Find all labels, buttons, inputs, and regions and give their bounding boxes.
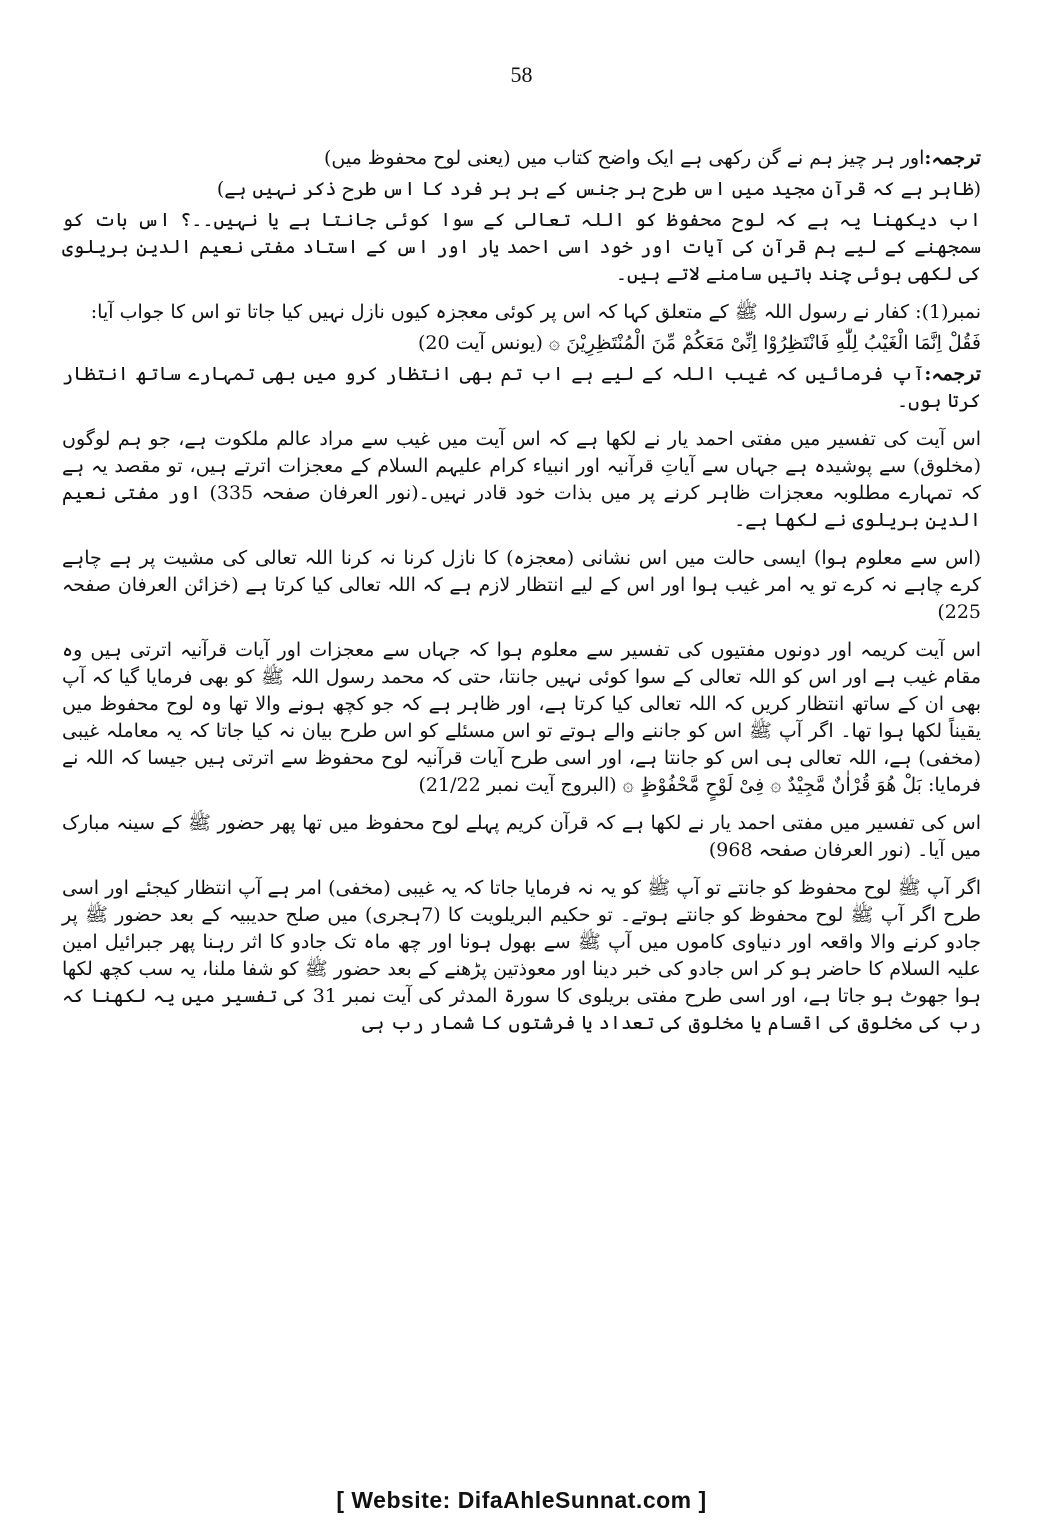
paragraph-text: اب دیکھنا یہ ہے کہ لوح محفوظ کو اللہ تعالی کے سوا کوئی جانتا ہے یا نہیں۔۔؟ اس بات کو سمجھنے کے لیے ہم قرآن کی آیات اور خود اسی احمد یار اور اس کے استاد مفتی نعیم الدین بریلوی کی لکھی ہوئی چند باتیں سامنے لاتے ہیں۔	[62, 209, 981, 285]
website-footer: [ Website: DifaAhleSunnat.com ]	[336, 1487, 707, 1513]
paragraph-translation-1	[62, 145, 981, 172]
paragraph-text: اگر آپ ﷺ لوح محفوظ کو جانتے تو آپ ﷺ کو یہ نہ فرمایا جاتا کہ یہ غیبی (مخفی) امر ہے آپ انتظار کیجئے اور اسی طرح اگر آپ ﷺ لوح محفوظ کو جانتے ہوتے۔ تو حکیم البریلویت کا (7ہجری) میں صلح حدیبیہ کے بعد حضور ﷺ پر جادو کرنے والا واقعہ اور دنیاوی کاموں میں آپ ﷺ سے بھول ہونا اور چھ ماہ تک جادو کا اثر رہنا پھر جبرائیل امین علیہ السلام کا حاضر ہو کر اس جادو کی خبر دینا اور معوذتین پڑھنے کے بعد حضور ﷺ کو شفا ملنا، یہ سب کچھ لکھا ہوا جھوٹ ہو جاتا ہے، اور اسی طرح مفتی بریلوی کا سورۃ المدثر کی آیت نمبر 31 کی تفسیر میں یہ لکھنا کہ رب کی مخلوق کی اقسام یا مخلوق کی تعداد یا فرشتوں کا شمار رب ہی	[62, 877, 981, 1034]
paragraph-conclusion	[62, 637, 981, 799]
page-number: 58	[510, 62, 533, 87]
translation-label: ترجمہ:	[924, 147, 981, 169]
paragraph-text: (اس سے معلوم ہوا) ایسی حالت میں اس نشانی (معجزہ) کا نازل کرنا نہ کرنا اللہ تعالی کی مشیت پر ہے چاہے کرے چاہے نہ کرے تو یہ امر غیب ہوا اور اس کے لیے انتظار لازم ہے کہ اللہ تعالی کیا کرتا ہے (خزائن العرفان صفحہ 225)	[62, 547, 981, 623]
paragraph-tafsir-1	[62, 426, 981, 534]
paragraph-text: آپ فرمائیں کہ غیب اللہ کے لیے ہے اب تم بھی انتظار کرو میں بھی تمہارے ساتھ انتظار کرتا ہوں۔	[62, 363, 981, 412]
paragraph-ayah-yunus	[62, 330, 981, 357]
ayah-text: فَقُلْ اِنَّمَا الْغَیْبُ لِلّٰهِ فَانْتَظِرُوْا اِنِّیْ مَعَكُمْ مِّنَ الْمُنْتَظِرِیْنَ ۞ (یونس آیت 20)	[417, 332, 981, 354]
translation-label: ترجمہ:	[924, 363, 981, 385]
page-body	[62, 145, 981, 1048]
paragraph-final	[62, 875, 981, 1037]
paragraph-tafsir-3	[62, 810, 981, 864]
paragraph-text: (ظاہر ہے کہ قرآن مجید میں اس طرح ہر جنس کے ہر ہر فرد کا اس طرح ذکر نہیں ہے)	[216, 178, 981, 200]
paragraph-translation-2	[62, 361, 981, 415]
paragraph-text: نمبر(1): کفار نے رسول اللہ ﷺ کے متعلق کہا کہ اس پر کوئی معجزہ کیوں نازل نہیں کیا جاتا تو اس کا جواب آیا:	[90, 301, 981, 323]
paragraph-text: اور ہر چیز ہم نے گن رکھی ہے ایک واضح کتاب میں (یعنی لوح محفوظ میں)	[323, 147, 925, 169]
paragraph-number-1	[62, 299, 981, 326]
paragraph-text: اس آیت کی تفسیر میں مفتی احمد یار نے لکھا ہے کہ اس آیت میں غیب سے مراد عالم ملکوت ہے، جو ہم لوگوں (مخلوق) سے پوشیدہ ہے جہاں سے آیاتِ قرآنیہ اور انبیاء کرام علیہم السلام کے معجزات اترتے ہیں، تو مقصد یہ ہے کہ تمہارے مطلوبہ معجزات ظاہر کرنے پر میں بذات خود قادر نہیں۔(نور العرفان صفحہ 335) اور مفتی نعیم الدین بریلوی نے لکھا ہے۔	[62, 428, 981, 531]
paragraph-tafsir-2	[62, 545, 981, 626]
paragraph-intro	[62, 207, 981, 288]
paragraph-note	[62, 176, 981, 203]
paragraph-text: اس کی تفسیر میں مفتی احمد یار نے لکھا ہے کہ قرآن کریم پہلے لوح محفوظ میں تھا پھر حضور ﷺ کے سینہ مبارک میں آیا۔ (نور العرفان صفحہ 968)	[62, 812, 981, 861]
paragraph-text: اس آیت کریمہ اور دونوں مفتیوں کی تفسیر سے معلوم ہوا کہ جہاں سے معجزات اور آیات قرآنیہ اترتی ہیں وہ مقام غیب ہے اور اس کو اللہ تعالی کے سوا کوئی نہیں جانتا، حتی کہ محمد رسول اللہ ﷺ کو بھی فرمایا گیا کہ آپ بھی ان کے ساتھ انتظار کریں کہ اللہ تعالی کیا کرتا ہے، اور ظاہر ہے کہ جو کچھ ہونے والا تھا وہ لوح محفوظ میں یقیناً لکھا ہوا تھا۔ اگر آپ ﷺ اس کو جاننے والے ہوتے تو اس مسئلے کو اس طرح بیان نہ کیا جاتا کہ یہ معاملہ غیبی (مخفی) ہے، اللہ تعالی ہی اس کو جانتا ہے، اور اسی طرح آیات قرآنیہ لوح محفوظ سے اترتی ہیں جیسا کہ اللہ نے فرمایا: بَلْ هُوَ قُرْاٰنٌ مَّجِیْدٌ ۞ فِیْ لَوْحٍ مَّحْفُوْظٍ ۞ (البروج آیت نمبر 21/22)	[62, 639, 981, 796]
